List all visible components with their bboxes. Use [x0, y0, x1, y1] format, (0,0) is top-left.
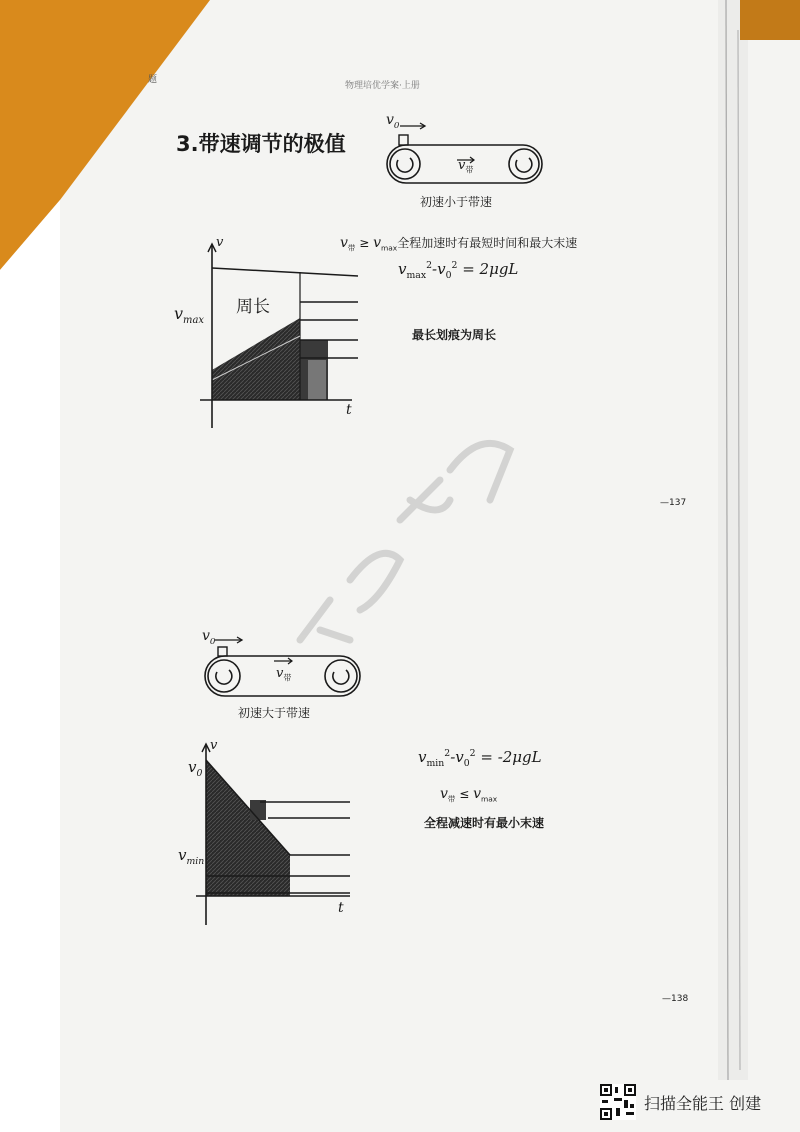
qr-code-icon [600, 1084, 636, 1120]
condition-line: $v_带 \ge v_{max}$全程加速时有最短时间和最大末速 [340, 235, 578, 253]
scratch-note: 最长划痕为周长 [412, 328, 497, 342]
header-center: 物理培优学案·上册 [345, 81, 420, 91]
region-label: 周长 [236, 297, 270, 317]
v0-label: $v_0$ [386, 112, 400, 131]
y-axis-label: v [216, 235, 224, 250]
belt-velocity-label: $v_带$ [276, 666, 292, 683]
vmin-label: $v_{min}$ [178, 846, 205, 867]
left-margin [0, 200, 60, 1132]
belt-velocity-label: $v_带$ [458, 158, 474, 175]
x-axis-label: t [346, 402, 352, 418]
condition-line: $v_带 \le v_{max}$ [440, 786, 498, 804]
v0-label: $v_0$ [202, 628, 216, 647]
header-left: 题 [148, 75, 158, 85]
page-number: —138 [662, 994, 689, 1004]
page-number: —137 [660, 498, 687, 508]
equation-2: $v_{min}^2-v_0^2 = -2\mu gL$ [418, 748, 542, 769]
diagram-caption: 初速小于带速 [420, 195, 493, 209]
vmax-label: $v_{max}$ [174, 304, 204, 327]
v0-axis-label: $v_0$ [188, 758, 203, 779]
equation-1: $v_{max}^2-v_0^2 = 2\mu gL$ [398, 260, 519, 281]
page-stack-edge [718, 0, 748, 1080]
scanner-watermark: 扫描全能王 创建 [644, 1094, 762, 1113]
section-title: 3.带速调节的极值 [176, 132, 346, 156]
y-axis-label: v [210, 738, 218, 753]
x-axis-label: t [338, 900, 344, 916]
deceleration-note: 全程减速时有最小末速 [424, 816, 545, 830]
diagram-caption: 初速大于带速 [238, 706, 311, 720]
table-corner-right [740, 0, 800, 40]
